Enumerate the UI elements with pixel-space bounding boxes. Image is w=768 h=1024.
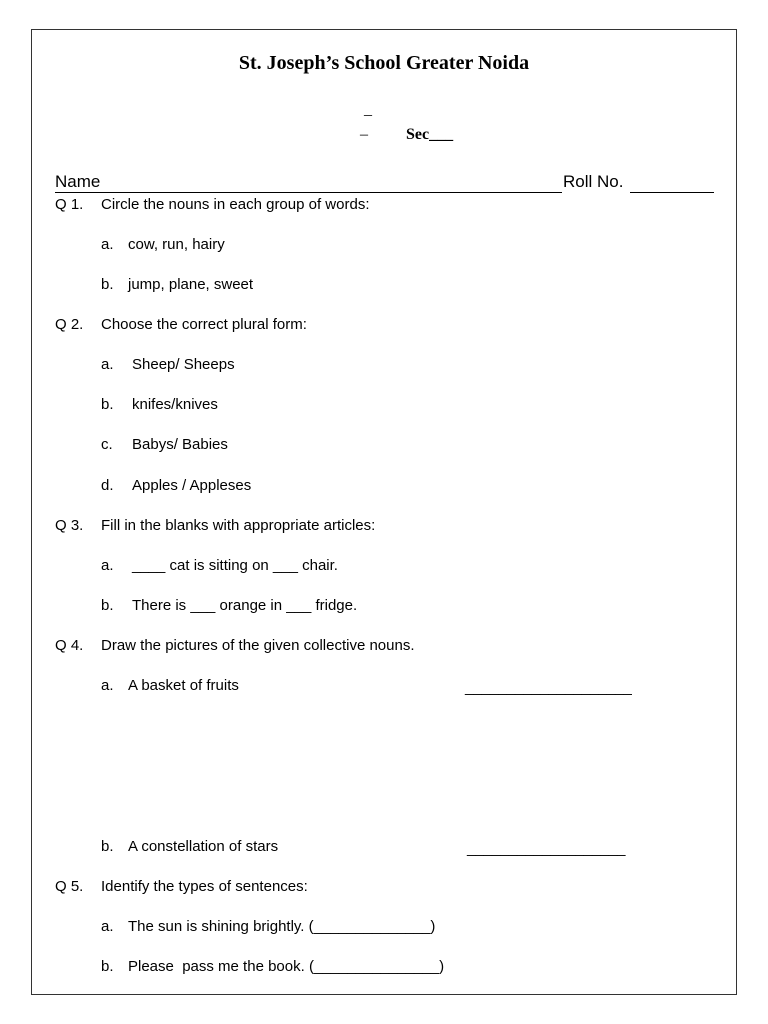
school-title: St. Joseph’s School Greater Noida <box>238 52 530 74</box>
question-text: Fill in the blanks with appropriate articles: <box>101 517 376 534</box>
item-letter: d. <box>101 477 114 494</box>
item-text: A basket of fruits <box>128 677 239 694</box>
item-letter: a. <box>101 918 114 935</box>
item-text: knifes/knives <box>132 396 218 413</box>
class-blank: _ <box>364 101 372 118</box>
section-label: Sec___ <box>406 126 454 143</box>
name-field[interactable] <box>55 192 562 193</box>
question-number: Q 1. <box>55 196 84 213</box>
item-letter: a. <box>101 236 114 253</box>
roll-field[interactable] <box>630 192 714 193</box>
answer-blank[interactable]: ___________________ <box>467 840 626 857</box>
roll-label: Roll No. <box>563 172 624 191</box>
item-letter: b. <box>101 276 114 293</box>
item-text: cow, run, hairy <box>128 236 225 253</box>
class-dash: – <box>360 126 368 143</box>
question-text: Identify the types of sentences: <box>101 878 308 895</box>
item-letter: a. <box>101 677 114 694</box>
question-number: Q 5. <box>55 878 84 895</box>
question-number: Q 2. <box>55 316 84 333</box>
item-letter: b. <box>101 597 114 614</box>
question-text: Choose the correct plural form: <box>101 316 307 333</box>
answer-blank[interactable]: ____________________ <box>465 679 632 696</box>
question-number: Q 3. <box>55 517 84 534</box>
item-text: Please pass me the book. (_______________) <box>128 958 445 975</box>
item-letter: b. <box>101 838 114 855</box>
item-text: A constellation of stars <box>128 838 279 855</box>
item-text: Sheep/ Sheeps <box>132 356 235 373</box>
question-text: Circle the nouns in each group of words: <box>101 196 370 213</box>
question-text: Draw the pictures of the given collective nouns. <box>101 637 415 654</box>
item-letter: a. <box>101 557 114 574</box>
item-letter: b. <box>101 958 114 975</box>
item-text: ____ cat is sitting on ___ chair. <box>132 557 338 574</box>
item-text: jump, plane, sweet <box>128 276 254 293</box>
item-text: The sun is shining brightly. (______________) <box>128 918 436 935</box>
item-text: Babys/ Babies <box>132 436 228 453</box>
question-number: Q 4. <box>55 637 84 654</box>
item-text: There is ___ orange in ___ fridge. <box>132 597 358 614</box>
item-letter: b. <box>101 396 114 413</box>
item-letter: a. <box>101 356 114 373</box>
name-label: Name <box>55 172 101 191</box>
item-letter: c. <box>101 436 113 453</box>
item-text: Apples / Appleses <box>132 477 252 494</box>
